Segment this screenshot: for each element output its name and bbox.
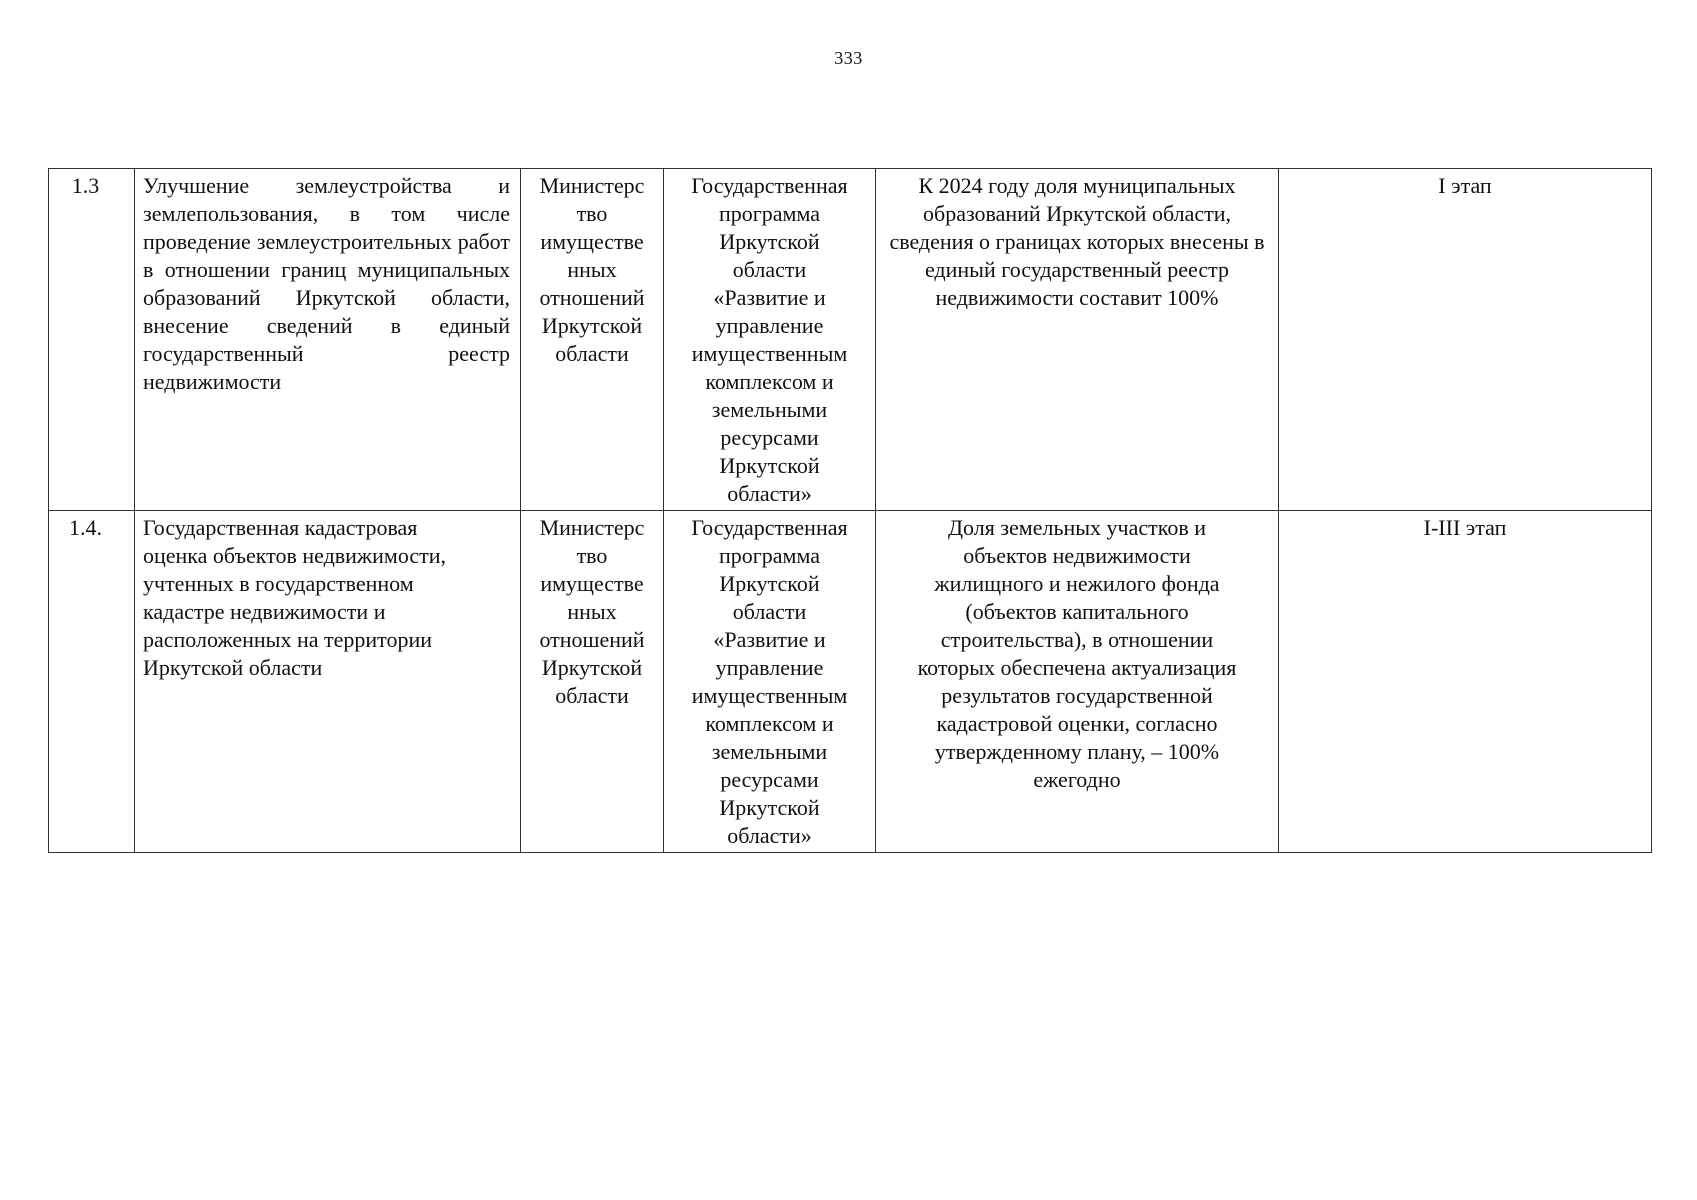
- page-number: 333: [834, 48, 863, 68]
- row-number-cell: 1.3: [49, 169, 135, 511]
- measure-title-cell: Улучшение землеустройства и землепользования, в том числе проведение землеустроительных работ в отношении границ муниципальных образований Иркутской области, внесение сведений в единый государственный реестр недвижимости: [135, 169, 521, 511]
- program-cell: Государственная программа Иркутской области «Развитие и управление имущественным комплексом и земельными ресурсами Иркутской области»: [664, 169, 876, 511]
- measure-title-cell: Государственная кадастровая оценка объектов недвижимости, учтенных в государственном кадастре недвижимости и расположенных на территории Иркутской области: [135, 511, 521, 853]
- result-cell: К 2024 году доля муниципальных образований Иркутской области, сведения о границах которых внесены в единый государственный реестр недвижимости составит 100%: [876, 169, 1279, 511]
- result-cell: Доля земельных участков и объектов недвижимости жилищного и нежилого фонда (объектов капитального строительства), в отношении которых обеспечена актуализация результатов государственной кадастровой оценки, согласно утвержденному плану, – 100% ежегодно: [876, 511, 1279, 853]
- measures-table: [48, 168, 1652, 853]
- responsible-cell: Министерс тво имуществе нных отношений Иркутской области: [521, 169, 664, 511]
- row-number-cell: 1.4.: [49, 511, 135, 853]
- table-row: [49, 511, 1652, 853]
- responsible-cell: Министерс тво имуществе нных отношений Иркутской области: [521, 511, 664, 853]
- program-cell: Государственная программа Иркутской области «Развитие и управление имущественным комплексом и земельными ресурсами Иркутской области»: [664, 511, 876, 853]
- stage-cell: I этап: [1279, 169, 1652, 511]
- table-row: [49, 169, 1652, 511]
- stage-cell: I-III этап: [1279, 511, 1652, 853]
